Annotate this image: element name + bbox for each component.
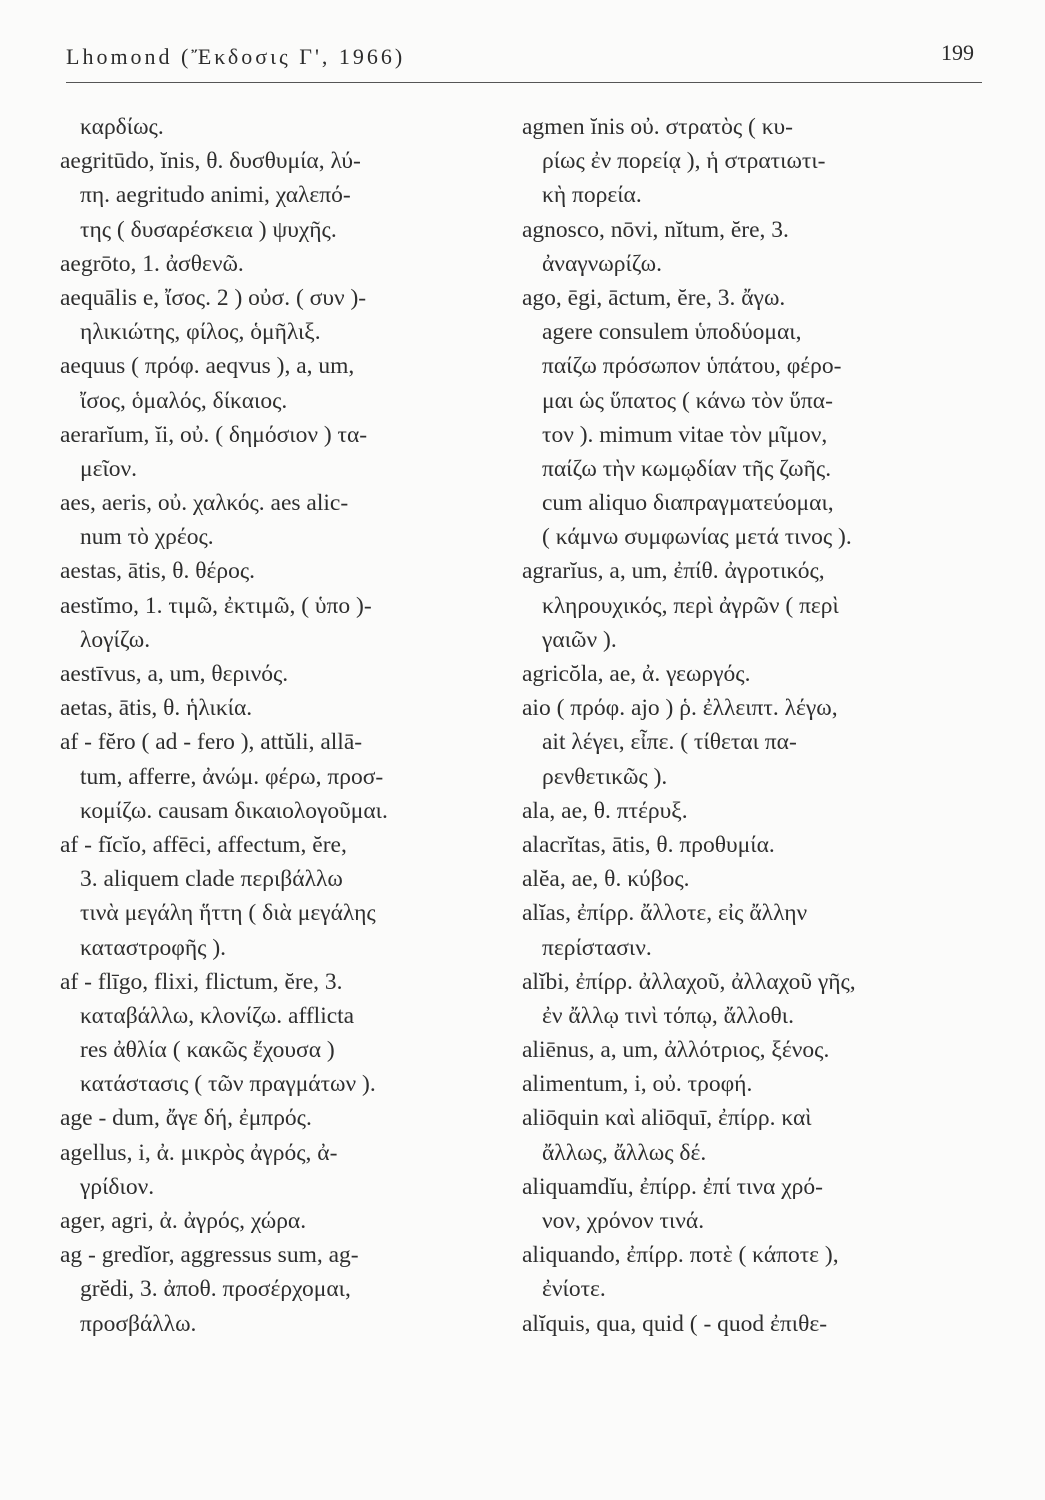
dictionary-line: περίστασιν.: [542, 934, 652, 961]
dictionary-line: τον ). mimum vitae τὸν μῖμον,: [542, 421, 828, 448]
dictionary-line: γαιῶν ).: [542, 626, 617, 653]
dictionary-line: ηλικιώτης, φίλος, ὁμῆλιξ.: [80, 319, 321, 346]
dictionary-line: aerarĭum, ĭi, οὐ. ( δημόσιον ) τα-: [60, 421, 368, 448]
dictionary-line: πη. aegritudo animi, χαλεπό-: [80, 182, 351, 209]
dictionary-line: num τὸ χρέος.: [80, 524, 214, 551]
dictionary-line: res ἀθλία ( κακῶς ἔχουσα ): [80, 1037, 335, 1064]
dictionary-line: alĭquis, qua, quid ( - quod ἐπιθε-: [522, 1310, 828, 1337]
header-rule: [66, 82, 982, 83]
dictionary-line: νον, χρόνον τινά.: [542, 1208, 705, 1234]
dictionary-line: 3. aliquem clade περιβάλλω: [80, 866, 343, 893]
dictionary-line: κατάστασις ( τῶν πραγμάτων ).: [80, 1071, 376, 1098]
dictionary-line: aio ( πρόφ. ajo ) ῥ. ἐλλειπτ. λέγω,: [522, 695, 838, 722]
dictionary-line: aestīvus, a, um, θερινός.: [60, 661, 289, 687]
dictionary-line: aestas, ātis, θ. θέρος.: [60, 558, 256, 585]
dictionary-line: ala, ae, θ. πτέρυξ.: [522, 797, 688, 824]
dictionary-line: alimentum, i, οὐ. τροφή.: [522, 1071, 753, 1098]
left-column: [60, 110, 500, 1341]
dictionary-line: τινὰ μεγάλη ἥττη ( διὰ μεγάλης: [80, 900, 376, 927]
dictionary-line: παίζω τὴν κωμῳδίαν τῆς ζωῆς.: [542, 455, 832, 482]
dictionary-line: ( κάμνω συμφωνίας μετά τινος ).: [542, 524, 852, 551]
dictionary-line: age - dum, ἄγε δή, ἐμπρός.: [60, 1105, 312, 1132]
dictionary-line: alĕa, ae, θ. κύβος.: [522, 866, 690, 893]
dictionary-line: ἄλλως, ἄλλως δέ.: [542, 1139, 707, 1166]
dictionary-line: καρδίως.: [80, 114, 164, 140]
dictionary-line: aliōquin καὶ aliōquī, ἐπίρρ. καὶ: [522, 1105, 812, 1132]
dictionary-line: cum aliquo διαπραγματεύομαι,: [542, 490, 834, 517]
header-title: Lhomond (Ἔκδοσις Γ', 1966): [66, 44, 406, 69]
dictionary-line: μαι ὡς ὕπατος ( κάνω τὸν ὕπα-: [542, 387, 833, 414]
dictionary-line: ait λέγει, εἶπε. ( τίθεται πα-: [542, 729, 797, 756]
dictionary-line: tum, afferre, ἀνώμ. φέρω, προσ-: [80, 763, 384, 790]
dictionary-line: κὴ πορεία.: [542, 182, 642, 209]
dictionary-line: agere consulem ὑποδύομαι,: [542, 319, 802, 346]
dictionary-line: καταβάλλω, κλονίζω. afflicta: [80, 1002, 355, 1029]
dictionary-line: agrarĭus, a, um, ἐπίθ. ἀγροτικός,: [522, 558, 825, 585]
dictionary-line: ρίως ἐν πορείᾳ ), ἡ στρατιωτι-: [542, 148, 826, 175]
dictionary-line: κληρουχικός, περὶ ἀγρῶν ( περὶ: [542, 592, 839, 619]
dictionary-line: aegritūdo, ĭnis, θ. δυσθυμία, λύ-: [60, 148, 361, 175]
dictionary-line: af - fĕro ( ad - fero ), attŭli, allā-: [60, 729, 363, 756]
dictionary-line: ager, agri, ἀ. ἀγρός, χώρα.: [60, 1208, 307, 1234]
dictionary-line: alĭas, ἐπίρρ. ἄλλοτε, εἰς ἄλλην: [522, 900, 808, 927]
dictionary-line: aequālis e, ἴσος. 2 ) οὐσ. ( συν )-: [60, 284, 367, 311]
dictionary-line: λογίζω.: [80, 626, 151, 653]
page-number: 199: [941, 40, 974, 65]
dictionary-line: ἴσος, ὁμαλός, δίκαιος.: [80, 387, 288, 414]
dictionary-line: ag - gredĭor, aggressus sum, ag-: [60, 1242, 359, 1269]
dictionary-line: af - fĭcĭo, affēci, affectum, ĕre,: [60, 831, 347, 858]
dictionary-line: agricŏla, ae, ἀ. γεωργός.: [522, 661, 751, 687]
dictionary-line: ἀναγνωρίζω.: [542, 250, 663, 277]
dictionary-line: aes, aeris, οὐ. χαλκός. aes alic-: [60, 490, 349, 517]
dictionary-line: grĕdi, 3. ἀποθ. προσέρχομαι,: [80, 1276, 351, 1303]
dictionary-line: ἐνίοτε.: [542, 1276, 606, 1303]
dictionary-line: af - flīgo, flixi, flictum, ĕre, 3.: [60, 968, 343, 995]
dictionary-line: aliēnus, a, um, ἀλλότριος, ξένος.: [522, 1037, 830, 1064]
dictionary-line: aegrōto, 1. ἀσθενῶ.: [60, 250, 244, 277]
dictionary-line: alacrĭtas, ātis, θ. προθυμία.: [522, 831, 775, 858]
dictionary-line: aestĭmo, 1. τιμῶ, ἐκτιμῶ, ( ὑπο )-: [60, 592, 372, 619]
running-header: [66, 40, 974, 84]
dictionary-line: μεῖον.: [80, 455, 138, 482]
dictionary-line: aetas, ātis, θ. ἡλικία.: [60, 695, 253, 722]
dictionary-line: παίζω πρόσωπον ὑπάτου, φέρο-: [542, 353, 842, 380]
dictionary-line: agellus, i, ἀ. μικρὸς ἀγρός, ἀ-: [60, 1139, 338, 1166]
dictionary-line: ἐν ἄλλῳ τινὶ τόπῳ, ἄλλοθι.: [542, 1002, 794, 1029]
dictionary-line: καταστροφῆς ).: [80, 934, 227, 961]
dictionary-line: ago, ēgi, āctum, ĕre, 3. ἄγω.: [522, 284, 786, 311]
dictionary-line: agnosco, nōvi, nĭtum, ĕre, 3.: [522, 216, 789, 243]
dictionary-line: aequus ( πρόφ. aeqvus ), a, um,: [60, 353, 355, 380]
dictionary-line: agmen ĭnis οὐ. στρατὸς ( κυ-: [522, 114, 794, 140]
dictionary-line: alĭbi, ἐπίρρ. ἀλλαχοῦ, ἀλλαχοῦ γῆς,: [522, 968, 856, 995]
dictionary-line: της ( δυσαρέσκεια ) ψυχῆς.: [80, 216, 337, 243]
dictionary-line: προσβάλλω.: [80, 1310, 197, 1337]
dictionary-line: aliquando, ἐπίρρ. ποτὲ ( κάποτε ),: [522, 1242, 839, 1269]
dictionary-line: ρενθετικῶς ).: [542, 763, 668, 790]
dictionary-line: γρίδιον.: [80, 1173, 155, 1200]
right-column: [522, 110, 962, 1341]
dictionary-line: κομίζω. causam δικαιολογοῦμαι.: [80, 797, 388, 824]
dictionary-line: aliquamdĭu, ἐπίρρ. ἐπί τινα χρό-: [522, 1173, 823, 1200]
